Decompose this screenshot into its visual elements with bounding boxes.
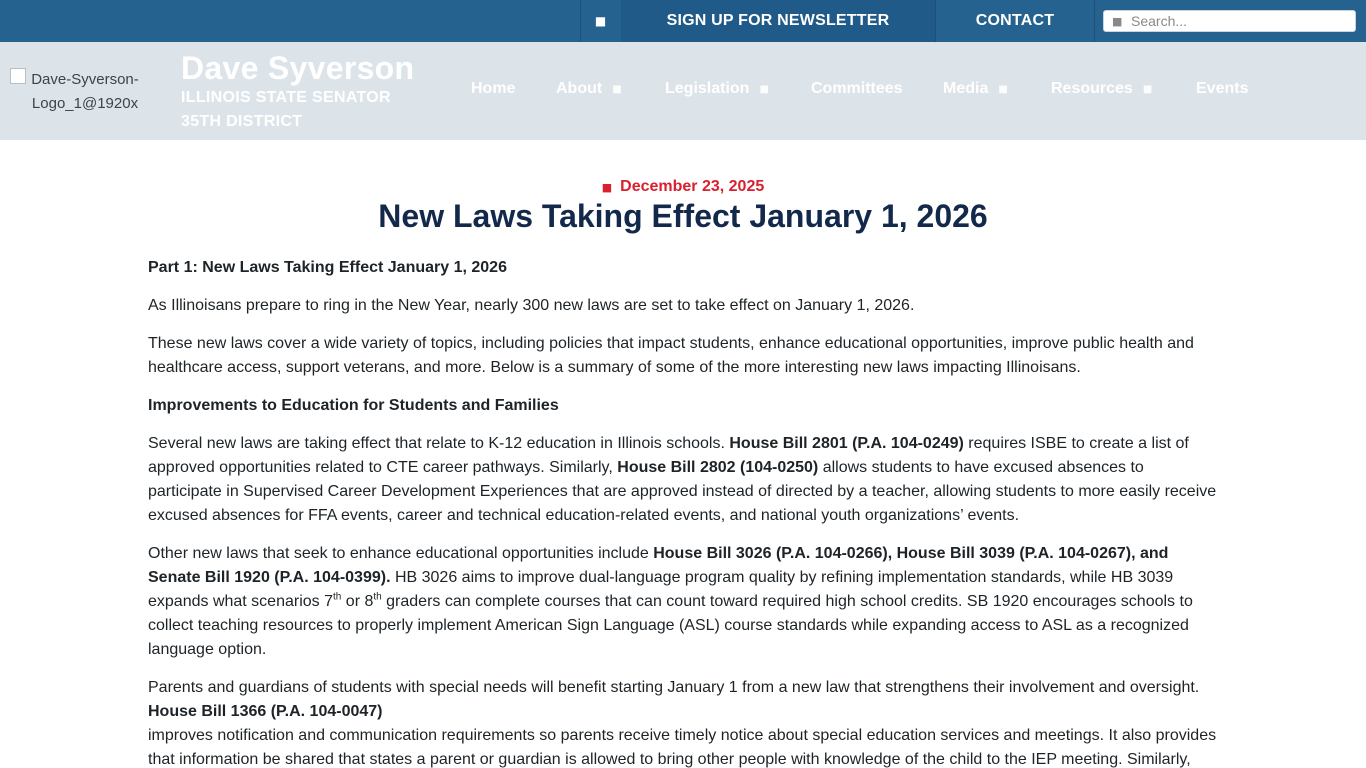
bill-reference: House Bill 2802 (104-0250) bbox=[617, 459, 819, 476]
chevron-down-icon: ■ bbox=[759, 83, 769, 95]
broken-image-icon bbox=[10, 68, 26, 84]
bill-reference: House Bill 2801 (P.A. 104-0249) bbox=[729, 435, 964, 452]
nav-item-about[interactable] bbox=[556, 80, 622, 98]
site-header bbox=[0, 42, 1366, 140]
intro-paragraph: As Illinoisans prepare to ring in the New Year, nearly 300 new laws are set to take effect on January 1, 2026. bbox=[148, 297, 915, 314]
education-paragraph: Several new laws are taking effect that relate to K-12 education in Illinois schools. House Bill 2801 (P.A. 104-0249) requires ISBE to create a list of approved opportunities related to CTE career pathways. Similarly, House Bill 2802 (104-0250) allows students to have excused absences to participate in Supervised Career Development Experiences that are approved instead of directed by a teacher, allowing students to more easily receive excused absences for FFA events, career and technical education-related events, and national youth organizations’ events. bbox=[148, 435, 1217, 524]
post-date bbox=[0, 178, 1366, 196]
user-icon[interactable]: ■ bbox=[594, 14, 607, 28]
calendar-icon: ■ bbox=[601, 181, 613, 194]
post-date-text: December 23, 2025 bbox=[620, 178, 765, 195]
divider bbox=[1094, 0, 1095, 42]
nav-item-label: Events bbox=[1196, 80, 1249, 97]
nav-item-label: Legislation bbox=[665, 80, 750, 97]
part-heading: Part 1: New Laws Taking Effect January 1, 2026 bbox=[148, 259, 507, 276]
site-logo[interactable] bbox=[10, 68, 160, 116]
brand-name[interactable]: Dave Syverson bbox=[181, 50, 415, 86]
special-needs-paragraph: Parents and guardians of students with special needs will benefit starting January 1 from a new law that strengthens their involvement and oversight. House Bill 1366 (P.A. 104-0047) improves notification and communication requirements so parents receive timely notice about special education services and meetings. It also provides that information be shared that states a parent or guardian is allowed to bring other people with knowledge of the child to the IEP meeting. Similarly, bbox=[148, 679, 1217, 768]
chevron-down-icon: ■ bbox=[612, 83, 622, 95]
page-title: New Laws Taking Effect January 1, 2026 bbox=[378, 198, 988, 234]
chevron-down-icon: ■ bbox=[1142, 83, 1153, 95]
search-box[interactable] bbox=[1103, 10, 1356, 32]
nav-item-resources[interactable] bbox=[1051, 80, 1152, 98]
brand-block[interactable] bbox=[181, 50, 414, 134]
top-bar bbox=[0, 0, 1366, 42]
search-input[interactable] bbox=[1131, 13, 1351, 29]
newsletter-signup-link[interactable]: SIGN UP FOR NEWSLETTER bbox=[621, 0, 935, 42]
nav-item-home[interactable] bbox=[471, 80, 515, 98]
nav-item-events[interactable] bbox=[1196, 80, 1248, 98]
contact-link[interactable]: CONTACT bbox=[975, 12, 1055, 29]
bill-reference: House Bill 3026 (P.A. 104-0266), House Bill 3039 (P.A. 104-0267), and Senate Bill 1920 (P.A. 104-0399). bbox=[148, 545, 1169, 586]
nav-item-media[interactable] bbox=[943, 80, 1008, 98]
nav-item-label: Committees bbox=[811, 80, 903, 97]
nav-item-legislation[interactable] bbox=[665, 80, 769, 98]
brand-subtitle: ILLINOIS STATE SENATOR bbox=[181, 89, 391, 106]
section-heading: Improvements to Education for Students and Families bbox=[148, 397, 559, 414]
search-icon[interactable]: ■ bbox=[1112, 14, 1123, 28]
nav-item-label: Resources bbox=[1051, 80, 1133, 97]
logo-alt-text: Dave-Syverson-Logo_1@1920x bbox=[31, 71, 139, 112]
article-body bbox=[148, 256, 1220, 768]
nav-item-label: About bbox=[556, 80, 603, 97]
nav-item-committees[interactable] bbox=[811, 80, 903, 98]
bill-reference: House Bill 1366 (P.A. 104-0047) bbox=[148, 703, 383, 720]
chevron-down-icon: ■ bbox=[998, 83, 1008, 95]
opportunities-paragraph: Other new laws that seek to enhance educational opportunities include House Bill 3026 (P.A. 104-0266), House Bill 3039 (P.A. 104-0267), and Senate Bill 1920 (P.A. 104-0399). HB 3026 aims to improve dual-language program quality by refining implementation standards, while HB 3039 expands what scenarios 7th or 8th graders can complete courses that can count toward required high school credits. SB 1920 encourages schools to collect teaching resources to properly implement American Sign Language (ASL) course standards while expanding access to ASL as a recognized language option. bbox=[148, 545, 1193, 658]
overview-paragraph: These new laws cover a wide variety of topics, including policies that impact students, enhance educational opportunities, improve public health and healthcare access, support veterans, and more. Below is a summary of some of the more interesting new laws impacting Illinoisans. bbox=[148, 335, 1194, 376]
nav-item-label: Media bbox=[943, 80, 989, 97]
nav-item-label: Home bbox=[471, 80, 516, 97]
brand-district: 35TH DISTRICT bbox=[181, 113, 303, 130]
